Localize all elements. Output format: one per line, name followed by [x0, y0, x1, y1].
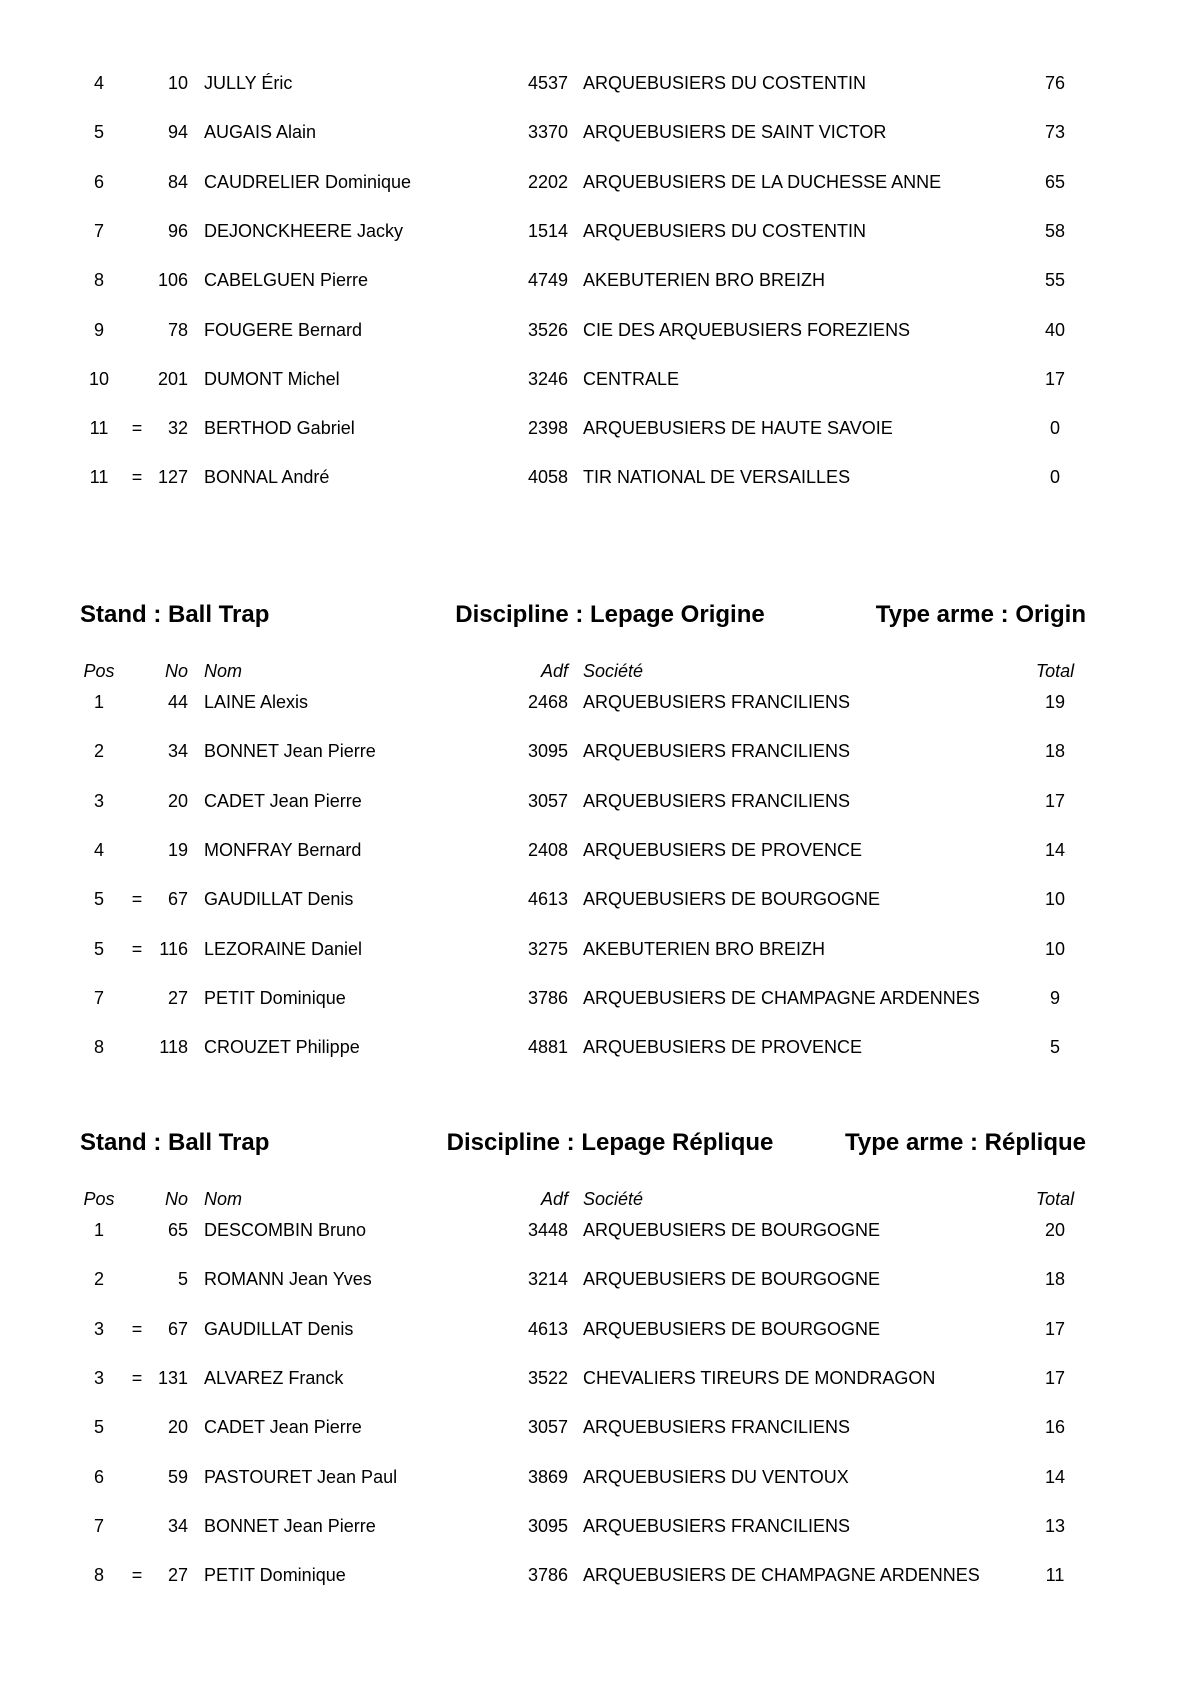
- cell-total: 58: [1044, 220, 1066, 241]
- cell-total: 40: [1044, 319, 1066, 340]
- cell-tie: =: [131, 889, 143, 910]
- table-row: [0, 838, 1190, 862]
- cell-pos: 3: [93, 790, 104, 811]
- cell-no: 96: [167, 220, 188, 241]
- cell-no: 5: [177, 1269, 188, 1290]
- cell-total: 19: [1044, 692, 1066, 712]
- cell-no: 19: [167, 839, 188, 860]
- cell-adf: 4537: [527, 73, 568, 93]
- cell-adf: 2408: [527, 839, 568, 860]
- cell-club: ARQUEBUSIERS DU COSTENTIN: [583, 73, 867, 93]
- cell-adf: 4749: [527, 270, 568, 291]
- cell-no: 65: [167, 1220, 188, 1240]
- col-header-no: No: [164, 1189, 188, 1209]
- cell-total: 5: [1049, 1037, 1060, 1058]
- cell-adf: 3526: [527, 319, 568, 340]
- col-header-club: Société: [583, 1189, 644, 1209]
- cell-name: FOUGERE Bernard: [204, 319, 363, 340]
- table-row: [0, 1465, 1190, 1489]
- discipline-label: Discipline : Lepage Réplique: [446, 1129, 774, 1156]
- cell-club: ARQUEBUSIERS DE BOURGOGNE: [583, 1220, 881, 1240]
- col-header-pos: Pos: [83, 661, 115, 681]
- cell-pos: 4: [93, 839, 104, 860]
- cell-pos: 6: [93, 1466, 104, 1487]
- table-row: [0, 789, 1190, 813]
- cell-no: 27: [167, 1565, 188, 1586]
- cell-pos: 10: [88, 368, 110, 389]
- cell-name: CADET Jean Pierre: [204, 1417, 362, 1438]
- cell-pos: 6: [93, 171, 104, 192]
- cell-name: DEJONCKHEERE Jacky: [204, 220, 404, 241]
- cell-name: CADET Jean Pierre: [204, 790, 362, 811]
- cell-pos: 3: [93, 1367, 104, 1388]
- column-header-row: [0, 1187, 1190, 1211]
- col-header-pos: Pos: [83, 1189, 115, 1209]
- cell-total: 14: [1044, 1466, 1066, 1487]
- weapon-type-label: Type arme : Origin: [875, 601, 1086, 628]
- table-row: [0, 120, 1190, 144]
- cell-no: 67: [167, 889, 188, 910]
- cell-club: ARQUEBUSIERS DE BOURGOGNE: [583, 1318, 881, 1339]
- cell-club: ARQUEBUSIERS DU VENTOUX: [583, 1466, 849, 1487]
- cell-total: 16: [1044, 1417, 1066, 1438]
- cell-total: 17: [1044, 1318, 1066, 1339]
- cell-no: 127: [157, 467, 188, 488]
- table-row: [0, 416, 1190, 440]
- table-row: [0, 465, 1190, 489]
- cell-name: PETIT Dominique: [204, 1565, 346, 1586]
- table-row: [0, 739, 1190, 763]
- cell-no: 20: [167, 790, 188, 811]
- stand-label: Stand : Ball Trap: [80, 601, 270, 628]
- section-header: [0, 1127, 1190, 1159]
- cell-club: ARQUEBUSIERS FRANCILIENS: [583, 790, 851, 811]
- cell-pos: 3: [93, 1318, 104, 1339]
- cell-adf: 2468: [527, 692, 568, 712]
- cell-club: ARQUEBUSIERS DE SAINT VICTOR: [583, 122, 887, 143]
- cell-name: BERTHOD Gabriel: [204, 418, 355, 439]
- cell-club: TIR NATIONAL DE VERSAILLES: [583, 467, 851, 488]
- cell-no: 94: [167, 122, 188, 143]
- table-row: [0, 986, 1190, 1010]
- cell-tie: =: [131, 938, 143, 959]
- cell-no: 106: [157, 270, 188, 291]
- cell-adf: 3214: [527, 1269, 568, 1290]
- cell-club: CIE DES ARQUEBUSIERS FOREZIENS: [583, 319, 911, 340]
- cell-club: ARQUEBUSIERS DE PROVENCE: [583, 839, 863, 860]
- cell-no: 67: [167, 1318, 188, 1339]
- weapon-type-label: Type arme : Réplique: [845, 1129, 1086, 1156]
- col-header-total: Total: [1035, 661, 1075, 681]
- cell-total: 18: [1044, 1269, 1066, 1290]
- cell-name: GAUDILLAT Denis: [204, 889, 354, 910]
- cell-name: BONNAL André: [204, 467, 330, 488]
- cell-total: 17: [1044, 368, 1066, 389]
- cell-name: CABELGUEN Pierre: [204, 270, 369, 291]
- cell-adf: 3095: [527, 1515, 568, 1536]
- cell-total: 0: [1049, 418, 1060, 439]
- cell-no: 27: [167, 987, 188, 1008]
- cell-club: CHEVALIERS TIREURS DE MONDRAGON: [583, 1367, 936, 1388]
- cell-name: BONNET Jean Pierre: [204, 1515, 376, 1536]
- cell-no: 84: [167, 171, 188, 192]
- column-header-row: [0, 659, 1190, 683]
- cell-pos: 2: [93, 741, 104, 762]
- cell-no: 78: [167, 319, 188, 340]
- cell-name: CAUDRELIER Dominique: [204, 171, 412, 192]
- cell-pos: 8: [93, 1565, 104, 1586]
- cell-pos: 5: [93, 122, 104, 143]
- table-row: [0, 1514, 1190, 1538]
- cell-pos: 1: [93, 1220, 104, 1240]
- cell-total: 17: [1044, 790, 1066, 811]
- cell-pos: 5: [93, 938, 104, 959]
- col-header-adf: Adf: [540, 1189, 568, 1209]
- cell-total: 13: [1044, 1515, 1066, 1536]
- table-row: [0, 1366, 1190, 1390]
- cell-no: 10: [167, 73, 188, 93]
- cell-tie: =: [131, 467, 143, 488]
- cell-club: CENTRALE: [583, 368, 680, 389]
- table-row: [0, 1218, 1190, 1242]
- table-row: [0, 937, 1190, 961]
- cell-name: AUGAIS Alain: [204, 122, 317, 143]
- cell-pos: 7: [93, 1515, 104, 1536]
- table-row: [0, 219, 1190, 243]
- cell-name: PASTOURET Jean Paul: [204, 1466, 398, 1487]
- cell-name: GAUDILLAT Denis: [204, 1318, 354, 1339]
- cell-total: 14: [1044, 839, 1066, 860]
- discipline-label: Discipline : Lepage Origine: [455, 601, 765, 628]
- col-header-name: Nom: [204, 1189, 243, 1209]
- cell-no: 201: [157, 368, 188, 389]
- cell-pos: 7: [93, 220, 104, 241]
- cell-club: ARQUEBUSIERS FRANCILIENS: [583, 1417, 851, 1438]
- cell-club: ARQUEBUSIERS DE BOURGOGNE: [583, 889, 881, 910]
- cell-club: ARQUEBUSIERS DE BOURGOGNE: [583, 1269, 881, 1290]
- table-row: [0, 367, 1190, 391]
- table-row: [0, 318, 1190, 342]
- cell-total: 73: [1044, 122, 1066, 143]
- cell-pos: 2: [93, 1269, 104, 1290]
- cell-no: 116: [159, 938, 188, 959]
- cell-adf: 3057: [527, 790, 568, 811]
- stand-label: Stand : Ball Trap: [80, 1129, 270, 1156]
- cell-name: BONNET Jean Pierre: [204, 741, 376, 762]
- cell-total: 9: [1049, 987, 1060, 1008]
- cell-club: ARQUEBUSIERS DE CHAMPAGNE ARDENNES: [583, 987, 980, 1008]
- cell-name: ROMANN Jean Yves: [204, 1269, 372, 1290]
- cell-club: ARQUEBUSIERS DE HAUTE SAVOIE: [583, 418, 893, 439]
- cell-pos: 11: [89, 467, 109, 488]
- cell-total: 17: [1044, 1367, 1066, 1388]
- cell-tie: =: [131, 1318, 143, 1339]
- cell-name: MONFRAY Bernard: [204, 839, 362, 860]
- cell-name: CROUZET Philippe: [204, 1037, 360, 1058]
- table-row: [0, 1415, 1190, 1439]
- cell-adf: 2202: [527, 171, 568, 192]
- cell-pos: 11: [89, 418, 109, 439]
- cell-total: 10: [1044, 889, 1066, 910]
- table-row: [0, 690, 1190, 714]
- cell-club: ARQUEBUSIERS FRANCILIENS: [583, 1515, 851, 1536]
- table-row: [0, 1317, 1190, 1341]
- cell-total: 20: [1044, 1220, 1066, 1240]
- cell-tie: =: [131, 1565, 143, 1586]
- cell-name: LEZORAINE Daniel: [204, 938, 363, 959]
- cell-adf: 4613: [527, 1318, 568, 1339]
- cell-adf: 2398: [527, 418, 568, 439]
- cell-pos: 7: [93, 987, 104, 1008]
- cell-adf: 3246: [527, 368, 568, 389]
- col-header-name: Nom: [204, 661, 243, 681]
- cell-tie: =: [131, 1367, 143, 1388]
- cell-no: 118: [159, 1037, 188, 1058]
- cell-name: ALVAREZ Franck: [204, 1367, 344, 1388]
- cell-pos: 8: [93, 270, 104, 291]
- cell-adf: 3370: [527, 122, 568, 143]
- cell-no: 34: [167, 1515, 188, 1536]
- cell-adf: 3786: [527, 987, 568, 1008]
- cell-club: ARQUEBUSIERS FRANCILIENS: [583, 692, 851, 712]
- cell-name: DUMONT Michel: [204, 368, 340, 389]
- cell-club: ARQUEBUSIERS FRANCILIENS: [583, 741, 851, 762]
- cell-pos: 5: [93, 1417, 104, 1438]
- cell-adf: 3869: [527, 1466, 568, 1487]
- cell-no: 44: [167, 692, 188, 712]
- table-row: [0, 71, 1190, 95]
- cell-no: 20: [167, 1417, 188, 1438]
- cell-adf: 4881: [527, 1037, 568, 1058]
- cell-adf: 3057: [527, 1417, 568, 1438]
- cell-name: JULLY Éric: [204, 73, 293, 93]
- table-row: [0, 268, 1190, 292]
- col-header-total: Total: [1035, 1189, 1075, 1209]
- table-row: [0, 1563, 1190, 1587]
- table-row: [0, 1035, 1190, 1059]
- cell-total: 76: [1044, 73, 1066, 93]
- cell-pos: 8: [93, 1037, 104, 1058]
- cell-total: 10: [1044, 938, 1066, 959]
- cell-adf: 1514: [527, 220, 568, 241]
- cell-club: AKEBUTERIEN BRO BREIZH: [583, 270, 826, 291]
- cell-club: ARQUEBUSIERS DE PROVENCE: [583, 1037, 863, 1058]
- cell-total: 18: [1044, 741, 1066, 762]
- cell-no: 34: [167, 741, 188, 762]
- table-row: [0, 170, 1190, 194]
- cell-total: 65: [1044, 171, 1066, 192]
- table-row: [0, 887, 1190, 911]
- cell-name: PETIT Dominique: [204, 987, 346, 1008]
- cell-adf: 3275: [527, 938, 568, 959]
- cell-adf: 3448: [527, 1220, 568, 1240]
- cell-pos: 1: [93, 692, 104, 712]
- cell-total: 11: [1045, 1565, 1065, 1586]
- cell-club: ARQUEBUSIERS DU COSTENTIN: [583, 220, 867, 241]
- table-row: [0, 1267, 1190, 1291]
- col-header-club: Société: [583, 661, 644, 681]
- col-header-adf: Adf: [540, 661, 568, 681]
- cell-no: 131: [157, 1367, 188, 1388]
- cell-name: DESCOMBIN Bruno: [204, 1220, 367, 1240]
- section-header: [0, 599, 1190, 631]
- cell-club: ARQUEBUSIERS DE CHAMPAGNE ARDENNES: [583, 1565, 980, 1586]
- cell-club: ARQUEBUSIERS DE LA DUCHESSE ANNE: [583, 171, 942, 192]
- cell-name: LAINE Alexis: [204, 692, 309, 712]
- cell-no: 32: [167, 418, 188, 439]
- cell-no: 59: [167, 1466, 188, 1487]
- cell-pos: 5: [93, 889, 104, 910]
- cell-total: 55: [1044, 270, 1066, 291]
- cell-club: AKEBUTERIEN BRO BREIZH: [583, 938, 826, 959]
- cell-adf: 3522: [527, 1367, 568, 1388]
- cell-pos: 4: [93, 73, 104, 93]
- cell-adf: 3786: [527, 1565, 568, 1586]
- cell-adf: 4613: [527, 889, 568, 910]
- cell-tie: =: [131, 418, 143, 439]
- cell-total: 0: [1049, 467, 1060, 488]
- cell-adf: 3095: [527, 741, 568, 762]
- cell-pos: 9: [93, 319, 104, 340]
- col-header-no: No: [164, 661, 188, 681]
- cell-adf: 4058: [527, 467, 568, 488]
